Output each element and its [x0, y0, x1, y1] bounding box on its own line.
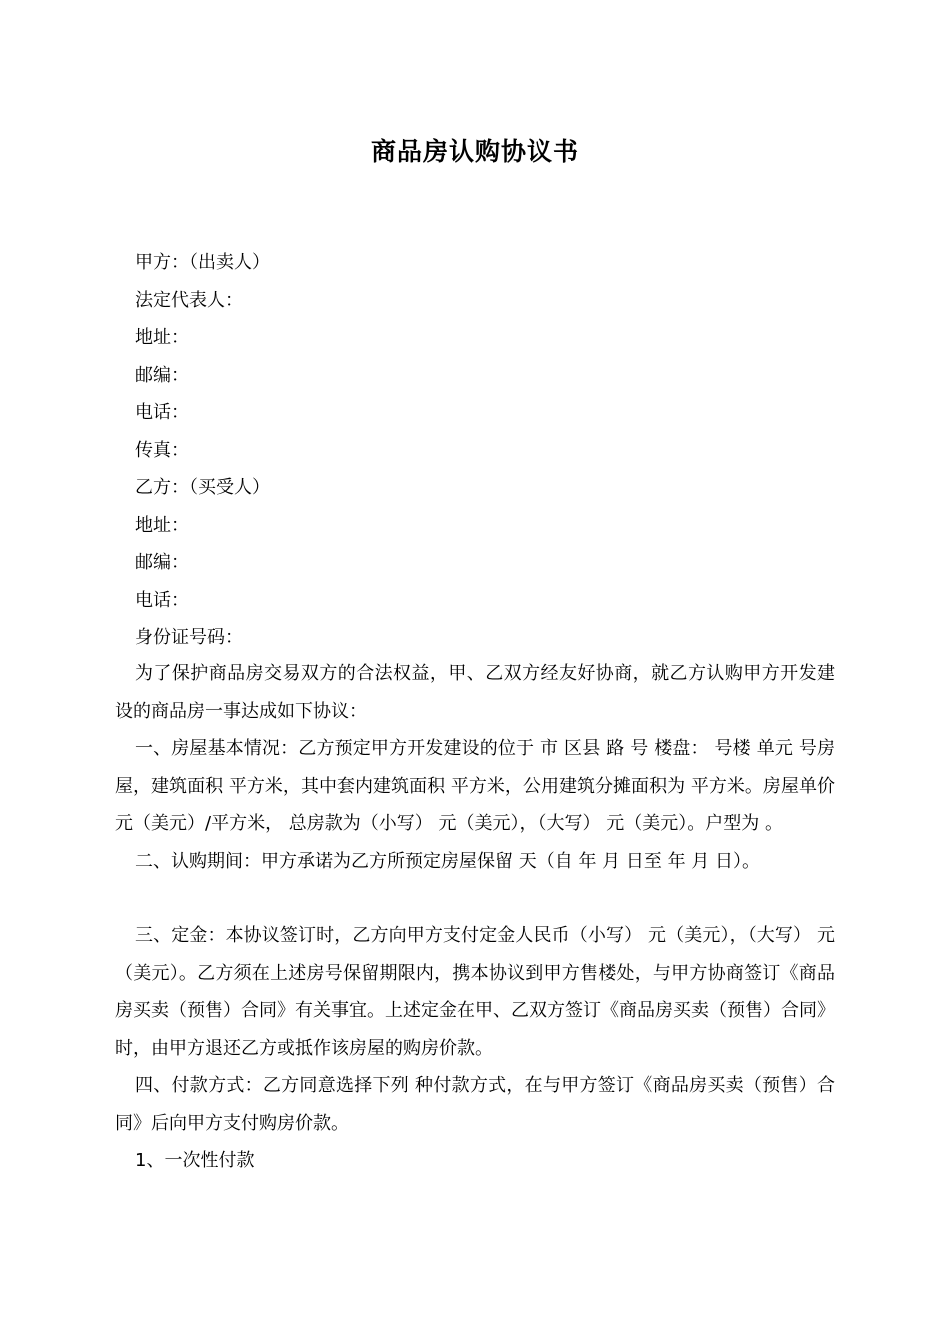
clause-2-subscription-period: 二、认购期间：甲方承诺为乙方所预定房屋保留 天（自 年 月 日至 年 月 日）。	[135, 850, 761, 872]
agreement-body	[115, 655, 835, 1180]
party-b-phone-line: 电话：	[135, 589, 189, 611]
party-b-postcode-line: 邮编：	[135, 552, 189, 573]
party-a-legal-rep-line: 法定代表人：	[135, 289, 243, 311]
clause-3-deposit: 三、定金：本协议签订时，乙方向甲方支付定金人民币（小写） 元（美元），（大写） 元（美元）。乙方须在上述房号保留期限内，携本协议到甲方售楼处，与甲方协商签订《商品房买卖（预售）合同》有关事宜。上述定金在甲、乙双方签订《商品房买卖（预售）合同》时，由甲方退还乙方或抵作该房屋的购房价款。	[115, 925, 835, 1059]
party-a-seller-line: 甲方：（出卖人）	[135, 252, 270, 273]
document-title: 商品房认购协议书	[370, 137, 579, 166]
party-b-buyer-line: 乙方：（买受人）	[135, 477, 270, 498]
party-b-address-line: 地址：	[135, 514, 189, 536]
party-a-fax-line: 传真：	[135, 439, 189, 461]
intro-paragraph: 为了保护商品房交易双方的合法权益，甲、乙双方经友好协商，就乙方认购甲方开发建设的商品房一事达成如下协议：	[115, 663, 835, 722]
clause-1-house-info: 一、房屋基本情况：乙方预定甲方开发建设的位于 市 区县 路 号 楼盘： 号楼 单元 号房屋，建筑面积 平方米，其中套内建筑面积 平方米，公用建筑分摊面积为 平方米。房屋单价 元（美元）/平方米， 总房款为（小写） 元（美元），（大写） 元（美元）。户型为 。	[115, 738, 835, 834]
party-a-phone-line: 电话：	[135, 402, 189, 423]
party-a-postcode-line: 邮编：	[135, 364, 189, 386]
party-a-address-line: 地址：	[135, 327, 189, 348]
clause-4-payment-method: 四、付款方式：乙方同意选择下列 种付款方式，在与甲方签订《商品房买卖（预售）合同》后向甲方支付购房价款。	[115, 1075, 835, 1134]
party-info-block	[135, 244, 835, 657]
party-b-id-number-line: 身份证号码：	[135, 627, 243, 648]
payment-option-1: 1、一次性付款	[135, 1150, 255, 1171]
